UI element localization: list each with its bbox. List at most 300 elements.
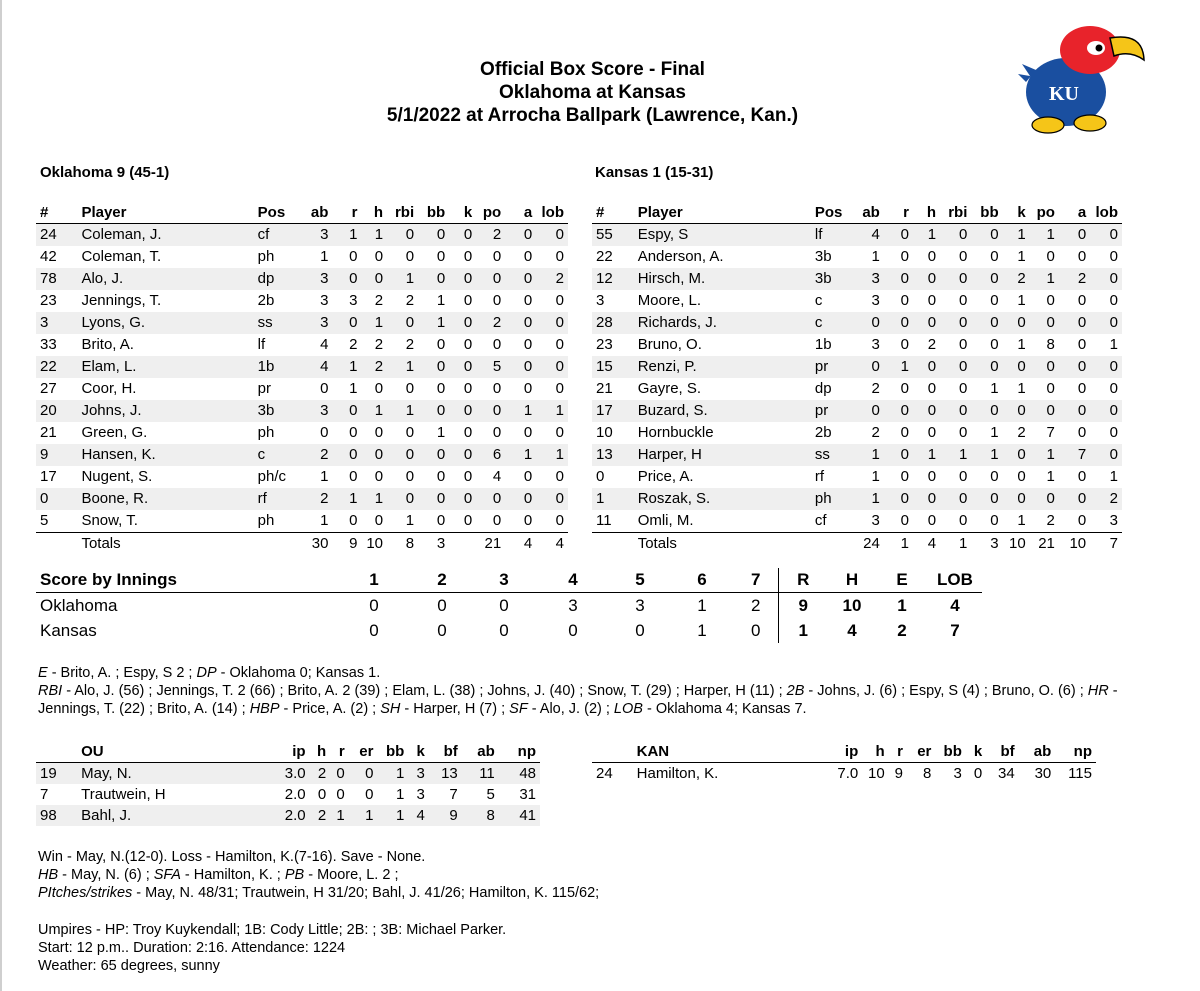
stat-cell: 0	[990, 468, 999, 485]
totals-cell: 24	[857, 533, 884, 556]
totals-cell: Totals	[634, 533, 811, 556]
stat-cell: 0	[1077, 336, 1087, 353]
stat-cell: 4	[303, 356, 332, 378]
box-score-header	[0, 58, 1185, 127]
jayhawk-logo	[1018, 20, 1148, 135]
stat-cell: 0	[940, 488, 971, 510]
totals-cell: 10	[1003, 533, 1030, 556]
stat-cell: 1	[1046, 468, 1055, 485]
note-sfa-label: SFA	[153, 867, 181, 883]
stat-cell: 0	[332, 400, 361, 422]
stat-cell: 0	[913, 268, 940, 290]
stat-cell: 0	[387, 224, 418, 247]
stat-cell: 1	[592, 488, 634, 510]
player-row	[36, 466, 568, 488]
totals-cell: 1	[940, 533, 971, 556]
stat-cell: 0	[505, 268, 536, 290]
column-header: bb	[935, 740, 965, 763]
stat-cell: 0	[332, 444, 361, 466]
inning-score: 0	[568, 620, 578, 640]
stat-cell: 1	[320, 512, 329, 529]
inning-score: 0	[635, 620, 645, 640]
stat-cell: 3	[416, 786, 425, 803]
stat-cell: 0	[449, 444, 476, 466]
stat-cell: 8	[907, 763, 935, 785]
stat-cell: 2.0	[262, 805, 309, 826]
innings-total: 2	[897, 620, 907, 640]
stat-cell: 0	[971, 312, 1002, 334]
stat-cell: 0	[971, 268, 1002, 290]
player-row	[36, 312, 568, 334]
stat-cell: 1	[332, 356, 361, 378]
stat-cell: 0	[1090, 356, 1122, 378]
stat-cell: 0	[1077, 512, 1087, 529]
stat-cell: 0	[857, 312, 884, 334]
stat-cell: 1	[871, 248, 880, 265]
stat-cell: 1	[361, 312, 387, 334]
stat-cell: 33	[40, 336, 57, 353]
stat-cell: 1	[1109, 468, 1118, 485]
stat-cell: 0	[418, 488, 449, 510]
stat-cell: 0	[492, 424, 502, 441]
stat-cell: 1	[1017, 380, 1026, 397]
stat-cell: 0	[884, 224, 913, 247]
stat-cell: 2	[374, 336, 384, 353]
stat-cell: 2	[405, 336, 415, 353]
stat-cell: 1	[871, 468, 880, 485]
column-header: r	[330, 740, 349, 763]
logo-ku-text: KU	[1049, 83, 1079, 105]
stat-cell: 0	[900, 248, 909, 265]
inning-score: 0	[437, 620, 447, 640]
stat-cell: c	[254, 444, 304, 466]
stat-cell: 0	[884, 312, 913, 334]
stat-cell: 0	[449, 224, 476, 247]
stat-cell: 1	[436, 424, 446, 441]
stat-cell: 0	[349, 468, 358, 485]
stat-cell: cf	[814, 512, 827, 529]
player-row	[592, 378, 1122, 400]
stat-cell: 24	[592, 763, 633, 785]
header-title: Official Box Score - Final	[480, 59, 705, 80]
innings-team: Oklahoma	[40, 595, 118, 615]
note-rbi-label: RBI	[38, 683, 63, 699]
stat-cell: 1	[349, 380, 358, 397]
player-row	[36, 488, 568, 510]
stat-cell: 0	[959, 512, 968, 529]
stat-cell: Bruno, O.	[637, 336, 702, 353]
stat-cell: 0	[332, 312, 361, 334]
column-header: r	[884, 202, 913, 224]
note-pitches-strikes-label: PItches/strikes	[38, 885, 133, 901]
stat-cell: Trautwein, H	[81, 786, 166, 803]
stat-cell: ph	[257, 248, 275, 265]
player-row	[592, 334, 1122, 356]
stat-cell: Green, G.	[81, 424, 148, 441]
stat-cell: 9	[36, 444, 77, 466]
stat-cell: 3	[871, 336, 880, 353]
column-header: Pos	[811, 202, 857, 224]
stat-cell: Richards, J.	[634, 312, 811, 334]
stat-cell: 0	[940, 356, 971, 378]
stat-cell: 1	[971, 444, 1002, 466]
stat-cell: 0	[349, 424, 358, 441]
column-header: a	[1059, 202, 1090, 224]
column-header: k	[408, 740, 429, 763]
inning-score: 0	[369, 620, 379, 640]
stat-cell: dp	[814, 380, 832, 397]
stat-cell: Hornbuckle	[637, 424, 714, 441]
stat-cell: Alo, J.	[77, 268, 253, 290]
stat-cell: 0	[349, 248, 358, 265]
stat-cell: 0	[476, 400, 505, 422]
game-notes-batting	[38, 664, 1168, 718]
stat-cell: 0	[913, 312, 940, 334]
stat-cell: 2	[1003, 268, 1030, 290]
column-header: Pos	[254, 202, 304, 224]
player-row	[592, 224, 1122, 247]
stat-cell: 0	[1077, 248, 1087, 265]
stat-cell: Bahl, J.	[77, 805, 262, 826]
stat-cell: 11	[596, 512, 612, 529]
stat-cell: 2	[310, 805, 331, 826]
stat-cell: 0	[1003, 400, 1030, 422]
totals-cell: 30	[303, 533, 332, 556]
stat-cell: 0	[523, 424, 533, 441]
column-header: er	[349, 740, 378, 763]
stat-cell: 3.0	[262, 763, 309, 785]
stat-cell: Lyons, G.	[77, 312, 253, 334]
stat-cell: 1	[395, 786, 405, 803]
note-weather: Weather: 65 degrees, sunny	[38, 958, 220, 974]
note-win-loss-save: Win - May, N.(12-0). Loss - Hamilton, K.(7-16). Save - None.	[38, 849, 426, 865]
stat-cell: 0	[463, 512, 473, 529]
stat-cell: 0	[387, 312, 418, 334]
stat-cell: 0	[900, 336, 909, 353]
totals-cell: 3	[418, 533, 449, 556]
stat-cell: lf	[811, 224, 857, 247]
note-lob-text: - Oklahoma 4; Kansas 7.	[642, 701, 807, 717]
stat-cell: Boone, R.	[77, 488, 253, 510]
stat-cell: 2	[303, 488, 332, 510]
stat-cell: ph	[811, 488, 857, 510]
column-header: r	[332, 202, 361, 224]
stat-cell: 1	[436, 292, 446, 309]
innings-header	[36, 568, 982, 593]
home-batting-header	[592, 202, 1122, 224]
innings-row	[36, 618, 982, 643]
stat-cell: cf	[254, 224, 304, 247]
inning-score: 3	[635, 595, 645, 615]
stat-cell: 0	[959, 468, 968, 485]
totals-cell	[811, 533, 857, 556]
stat-cell: 2b	[257, 292, 275, 309]
stat-cell: 1	[990, 424, 999, 441]
stat-cell: Anderson, A.	[637, 248, 724, 265]
stat-cell: 3	[320, 292, 329, 309]
note-start-duration-attendance: Start: 12 p.m.. Duration: 2:16. Attendance: 1224	[38, 940, 346, 956]
innings-total: 7	[950, 620, 960, 640]
stat-cell: 2b	[814, 424, 832, 441]
away-pitching-rows	[36, 763, 540, 827]
home-team-title: Kansas 1 (15-31)	[595, 164, 714, 181]
note-hb-label: HB	[38, 867, 59, 883]
note-sh-text: - Harper, H (7) ;	[400, 701, 510, 717]
column-header: po	[1030, 202, 1059, 224]
player-row	[592, 510, 1122, 533]
stat-cell: 1	[913, 224, 940, 247]
game-notes-pitching	[38, 848, 1168, 902]
stat-cell: 0	[1090, 312, 1122, 334]
note-dp-label: DP	[196, 665, 217, 681]
column-header: k	[449, 202, 476, 224]
stat-cell: 0	[1090, 400, 1122, 422]
stat-cell: 0	[555, 336, 564, 353]
column-header: bb	[971, 202, 1002, 224]
totals-cell: 10	[361, 533, 387, 556]
stat-cell: 0	[523, 336, 533, 353]
home-pitching-table	[592, 740, 1096, 784]
stat-cell: 0	[492, 336, 502, 353]
stat-cell: 3	[303, 268, 332, 290]
stat-cell: c	[811, 312, 857, 334]
stat-cell: 10	[596, 424, 613, 441]
stat-cell: 0	[913, 356, 940, 378]
stat-cell: 1	[320, 248, 329, 265]
stat-cell: 0	[463, 292, 473, 309]
totals-cell	[254, 533, 304, 556]
score-by-innings-table	[36, 568, 982, 643]
stat-cell: 3	[857, 268, 884, 290]
inning-score: 2	[734, 593, 778, 619]
stat-cell: 0	[1077, 468, 1087, 485]
stat-cell: 0	[536, 312, 568, 334]
inning-score: 0	[499, 595, 509, 615]
column-header: ab	[857, 202, 884, 224]
stat-cell: 0	[523, 380, 533, 397]
innings-total: 9	[798, 595, 808, 615]
stat-cell: 0	[900, 424, 909, 441]
inning-score: 0	[734, 618, 778, 643]
stat-cell: 12	[592, 268, 634, 290]
header-date-venue: 5/1/2022 at Arrocha Ballpark (Lawrence, Kan.)	[386, 105, 799, 126]
column-header: Player	[77, 202, 253, 224]
stat-cell: 17	[40, 468, 57, 485]
totals-cell: 21	[476, 533, 505, 556]
stat-cell: 0	[36, 488, 77, 510]
stat-cell: 0	[1030, 312, 1059, 334]
innings-total: 4	[950, 595, 960, 615]
stat-cell: 0	[1090, 268, 1122, 290]
player-row	[36, 246, 568, 268]
column-header: lob	[1090, 202, 1122, 224]
stat-cell: 0	[1090, 444, 1122, 466]
totals-cell: 1	[884, 533, 913, 556]
stat-cell: 0	[900, 292, 909, 309]
note-umpires: Umpires - HP: Troy Kuykendall; 1B: Cody Little; 2B: ; 3B: Michael Parker.	[38, 922, 507, 938]
total-column-header: LOB	[928, 568, 982, 593]
stat-cell: 0	[1109, 424, 1118, 441]
stat-cell: 0	[884, 488, 913, 510]
stat-cell: 1	[505, 444, 536, 466]
away-batting-rows	[36, 224, 568, 533]
player-row	[36, 444, 568, 466]
stat-cell: 0	[884, 444, 913, 466]
inning-score: 1	[697, 595, 707, 615]
stat-cell: 0	[971, 224, 1002, 247]
stat-cell: 0	[374, 468, 384, 485]
stat-cell: 1	[387, 356, 418, 378]
stat-cell: 0	[971, 488, 1002, 510]
stat-cell: 0	[1109, 292, 1118, 309]
note-pitches-strikes-text: - May, N. 48/31; Trautwein, H 31/20; Bahl, J. 41/26; Hamilton, K. 115/62;	[132, 885, 600, 901]
note-sf-label: SF	[509, 701, 528, 717]
stat-cell: 9	[429, 805, 462, 826]
inning-number: 4	[536, 568, 610, 593]
totals-cell	[36, 533, 77, 556]
totals-cell	[592, 533, 634, 556]
stat-cell: 2	[536, 268, 568, 290]
note-2b-label: 2B	[786, 683, 805, 699]
note-hr-label: HR	[1087, 683, 1109, 699]
column-header: bf	[429, 740, 462, 763]
stat-cell: 2	[349, 336, 358, 353]
pitcher-row	[36, 784, 540, 805]
stat-cell: 48	[499, 763, 540, 785]
stat-cell: 1	[361, 488, 387, 510]
totals-cell: 9	[332, 533, 361, 556]
stat-cell: Moore, L.	[637, 292, 702, 309]
stat-cell: 0	[492, 380, 502, 397]
stat-cell: 0	[1090, 224, 1122, 247]
stat-cell: 2	[476, 312, 505, 334]
stat-cell: 0	[1077, 424, 1087, 441]
stat-cell: 2	[1059, 268, 1090, 290]
away-batting-table	[36, 202, 568, 555]
column-header: np	[499, 740, 540, 763]
stat-cell: 0	[900, 468, 909, 485]
stat-cell: 1	[332, 488, 361, 510]
note-2b-text: - Johns, J. (6) ; Espy, S (4) ; Bruno, O. (6) ;	[804, 683, 1088, 699]
stat-cell: Hirsch, M.	[634, 268, 811, 290]
stat-cell: 3	[1109, 512, 1118, 529]
away-pitching-table	[36, 740, 540, 826]
stat-cell: 0	[492, 292, 502, 309]
home-batting-rows	[592, 224, 1122, 533]
stat-cell: 0	[332, 268, 361, 290]
stat-cell: 0	[1046, 380, 1055, 397]
stat-cell: 0	[1109, 380, 1118, 397]
pitching-team: OU	[77, 740, 262, 763]
stat-cell: 0	[555, 424, 564, 441]
stat-cell: 0	[418, 224, 449, 247]
column-header: er	[907, 740, 935, 763]
stat-cell: 1	[940, 444, 971, 466]
inning-score: 1	[697, 620, 707, 640]
stat-cell: 31	[519, 786, 536, 803]
note-sfa-text: - Hamilton, K. ;	[180, 867, 285, 883]
stat-cell: 0	[505, 356, 536, 378]
stat-cell: 0	[1109, 248, 1118, 265]
stat-cell: 4	[320, 336, 329, 353]
stat-cell: 21	[40, 424, 57, 441]
stat-cell: 0	[990, 336, 999, 353]
stat-cell: Jennings, T.	[81, 292, 162, 309]
stat-cell: 1	[418, 312, 449, 334]
stat-cell: 13	[592, 444, 634, 466]
stat-cell: 1	[990, 380, 999, 397]
stat-cell: 13	[429, 763, 462, 785]
stat-cell: 5	[486, 786, 495, 803]
player-row	[36, 400, 568, 422]
player-row	[36, 356, 568, 378]
stat-cell: 0	[492, 248, 502, 265]
stat-cell: 0	[1077, 292, 1087, 309]
stat-cell: 0	[405, 424, 415, 441]
stat-cell: 22	[596, 248, 613, 265]
player-row	[36, 510, 568, 533]
stat-cell: Elam, L.	[77, 356, 253, 378]
stat-cell: 2.0	[284, 786, 306, 803]
column-header: k	[966, 740, 986, 763]
header-matchup: Oklahoma at Kansas	[499, 82, 686, 103]
stat-cell: pr	[811, 356, 857, 378]
stat-cell: Hamilton, K.	[633, 763, 816, 785]
totals-cell	[449, 533, 476, 556]
stat-cell: 0	[405, 380, 415, 397]
stat-cell: 0	[418, 444, 449, 466]
stat-cell: 5	[40, 512, 49, 529]
player-row	[592, 466, 1122, 488]
stat-cell: Coor, H.	[81, 380, 137, 397]
stat-cell: 0	[449, 400, 476, 422]
stat-cell: 0	[959, 248, 968, 265]
stat-cell: Gayre, S.	[637, 380, 702, 397]
stat-cell: 23	[40, 292, 57, 309]
inning-number: 5	[610, 568, 670, 593]
column-header: h	[310, 740, 331, 763]
stat-cell: 0	[476, 268, 505, 290]
stat-cell: 0	[1017, 468, 1026, 485]
stat-cell: 0	[374, 512, 384, 529]
stat-cell: 0	[596, 468, 605, 485]
stat-cell: 1	[913, 444, 940, 466]
stat-cell: 2	[405, 292, 415, 309]
stat-cell: 1	[332, 224, 361, 247]
stat-cell: Espy, S	[634, 224, 811, 247]
stat-cell: 1	[1030, 444, 1059, 466]
home-pitching-header	[592, 740, 1096, 763]
stat-cell: 1	[857, 444, 884, 466]
stat-cell: 1	[1017, 336, 1026, 353]
stat-cell: 0	[990, 292, 999, 309]
stat-cell: 2	[303, 444, 332, 466]
stat-cell: 0	[436, 248, 446, 265]
column-header: np	[1055, 740, 1096, 763]
stat-cell: 0	[1059, 312, 1090, 334]
stat-cell: 0	[449, 356, 476, 378]
stat-cell: 1	[1109, 336, 1118, 353]
player-row	[36, 334, 568, 356]
column-header: #	[36, 202, 77, 224]
stat-cell: 1b	[254, 356, 304, 378]
stat-cell: Price, A.	[637, 468, 694, 485]
note-sh-label: SH	[380, 701, 401, 717]
stat-cell: 0	[555, 292, 564, 309]
stat-cell: 0	[1046, 248, 1055, 265]
column-header: bf	[986, 740, 1019, 763]
note-dp-text: - Oklahoma 0; Kansas 1.	[216, 665, 381, 681]
